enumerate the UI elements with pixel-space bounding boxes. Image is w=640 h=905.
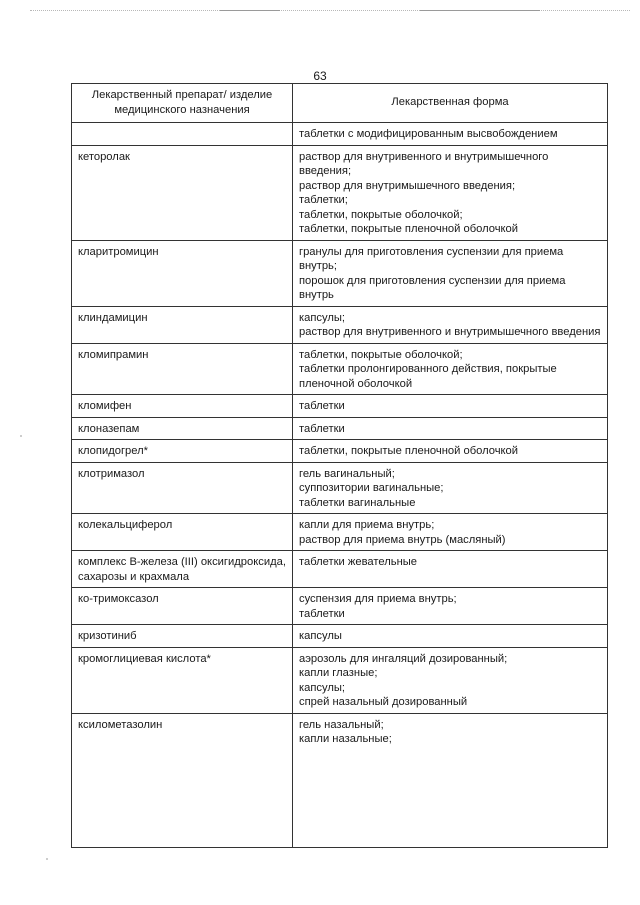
drug-name: клоназепам bbox=[78, 422, 140, 435]
header-form: Лекарственная форма bbox=[293, 84, 608, 123]
table-row bbox=[72, 462, 608, 514]
dosage-form-line: спрей назальный дозированный bbox=[299, 696, 468, 708]
table-row bbox=[72, 588, 608, 625]
drug-forms-table bbox=[71, 83, 608, 848]
drug-name-cell bbox=[72, 123, 293, 146]
page-number: 63 bbox=[313, 69, 327, 83]
dosage-form-cell bbox=[293, 395, 608, 418]
drug-name-cell bbox=[72, 514, 293, 551]
scan-artifact-dot bbox=[46, 858, 48, 860]
dosage-form-line: таблетки пролонгированного действия, покрытые пленочной оболочкой bbox=[299, 363, 557, 390]
drug-name: ко-тримоксазол bbox=[78, 593, 159, 605]
dosage-form-line: капли глазные; bbox=[299, 667, 378, 679]
table-row bbox=[72, 395, 608, 418]
dosage-form-cell bbox=[293, 713, 608, 848]
drug-name-cell bbox=[72, 440, 293, 463]
drug-name: кризотиниб bbox=[78, 630, 137, 642]
scan-artifact-top bbox=[30, 10, 630, 14]
table-row bbox=[72, 625, 608, 648]
drug-name: кломипрамин bbox=[78, 348, 149, 361]
dosage-form-line: суспензия для приема внутрь; bbox=[299, 593, 457, 605]
table-row bbox=[72, 417, 608, 440]
dosage-form-line: таблетки с модифицированным высвобождением bbox=[299, 128, 558, 140]
drug-name: кеторолак bbox=[78, 150, 130, 163]
dosage-form-cell bbox=[293, 625, 608, 648]
table-row bbox=[72, 240, 608, 306]
dosage-form-cell bbox=[293, 417, 608, 440]
dosage-form-line: раствор для приема внутрь (масляный) bbox=[299, 533, 506, 546]
drug-name-cell bbox=[72, 625, 293, 648]
dosage-form-line: суппозитории вагинальные; bbox=[299, 482, 444, 494]
dosage-form-line: раствор для внутривенного и внутримышечного введения bbox=[299, 326, 601, 338]
table-row bbox=[72, 713, 608, 848]
dosage-form-cell bbox=[293, 514, 608, 551]
scan-artifact-dot bbox=[20, 435, 22, 437]
drug-name-cell bbox=[72, 647, 293, 713]
dosage-form-line: таблетки, покрытые оболочкой; bbox=[299, 208, 463, 221]
dosage-form-cell bbox=[293, 588, 608, 625]
drug-name-cell bbox=[72, 395, 293, 418]
dosage-form-line: таблетки bbox=[299, 422, 345, 435]
drug-name-cell bbox=[72, 462, 293, 514]
dosage-form-line: гель назальный; bbox=[299, 718, 384, 731]
drug-name: кломифен bbox=[78, 400, 132, 412]
dosage-form-cell bbox=[293, 240, 608, 306]
dosage-form-cell bbox=[293, 145, 608, 240]
dosage-form-line: раствор для внутривенного и внутримышечного введения; bbox=[299, 150, 549, 177]
dosage-form-cell bbox=[293, 462, 608, 514]
drug-name-cell bbox=[72, 306, 293, 343]
drug-name-cell bbox=[72, 240, 293, 306]
dosage-form-line: гранулы для приготовления суспензии для приема внутрь; bbox=[299, 245, 564, 272]
drug-name: ксилометазолин bbox=[78, 718, 163, 731]
drug-name-cell bbox=[72, 551, 293, 588]
dosage-form-cell bbox=[293, 306, 608, 343]
drug-name-cell bbox=[72, 145, 293, 240]
drug-name: кларитромицин bbox=[78, 245, 159, 258]
dosage-form-line: капсулы; bbox=[299, 681, 346, 694]
dosage-form-line: аэрозоль для ингаляций дозированный; bbox=[299, 652, 508, 665]
table-header-row bbox=[72, 84, 608, 123]
dosage-form-cell bbox=[293, 440, 608, 463]
dosage-form-line: таблетки bbox=[299, 607, 345, 620]
dosage-form-line: капсулы; bbox=[299, 311, 346, 324]
dosage-form-line: таблетки вагинальные bbox=[299, 496, 416, 509]
drug-name: колекальциферол bbox=[78, 519, 173, 531]
drug-name-cell bbox=[72, 417, 293, 440]
dosage-form-line: капли для приема внутрь; bbox=[299, 519, 435, 531]
dosage-form-cell bbox=[293, 123, 608, 146]
dosage-form-line: таблетки bbox=[299, 400, 345, 412]
table-row bbox=[72, 123, 608, 146]
drug-name-cell bbox=[72, 343, 293, 395]
drug-name: клиндамицин bbox=[78, 311, 148, 324]
drug-name-cell bbox=[72, 713, 293, 848]
dosage-form-line: таблетки; bbox=[299, 194, 348, 206]
table-row bbox=[72, 306, 608, 343]
dosage-form-line: таблетки, покрытые пленочной оболочкой bbox=[299, 445, 519, 457]
dosage-form-line: порошок для приготовления суспензии для приема внутрь bbox=[299, 274, 566, 301]
drug-name-cell bbox=[72, 588, 293, 625]
table-row bbox=[72, 343, 608, 395]
drug-name: клотримазол bbox=[78, 467, 145, 480]
drug-name: клопидогрел* bbox=[78, 445, 148, 457]
drug-name: кромоглициевая кислота* bbox=[78, 652, 211, 665]
table-row bbox=[72, 440, 608, 463]
dosage-form-cell bbox=[293, 647, 608, 713]
dosage-form-line: капли назальные; bbox=[299, 733, 392, 745]
table-row bbox=[72, 514, 608, 551]
dosage-form-line: капсулы bbox=[299, 630, 342, 642]
table-row bbox=[72, 551, 608, 588]
dosage-form-line: таблетки жевательные bbox=[299, 556, 418, 568]
dosage-form-line: таблетки, покрытые оболочкой; bbox=[299, 348, 463, 361]
drug-name: комплекс В-железа (III) оксигидроксида, сахарозы и крахмала bbox=[78, 556, 286, 583]
dosage-form-line: таблетки, покрытые пленочной оболочкой bbox=[299, 223, 519, 235]
table-row bbox=[72, 647, 608, 713]
table-row bbox=[72, 145, 608, 240]
dosage-form-cell bbox=[293, 343, 608, 395]
dosage-form-line: гель вагинальный; bbox=[299, 467, 395, 480]
dosage-form-cell bbox=[293, 551, 608, 588]
header-drug: Лекарственный препарат/ изделие медицинского назначения bbox=[72, 84, 293, 123]
dosage-form-line: раствор для внутримышечного введения; bbox=[299, 179, 516, 192]
